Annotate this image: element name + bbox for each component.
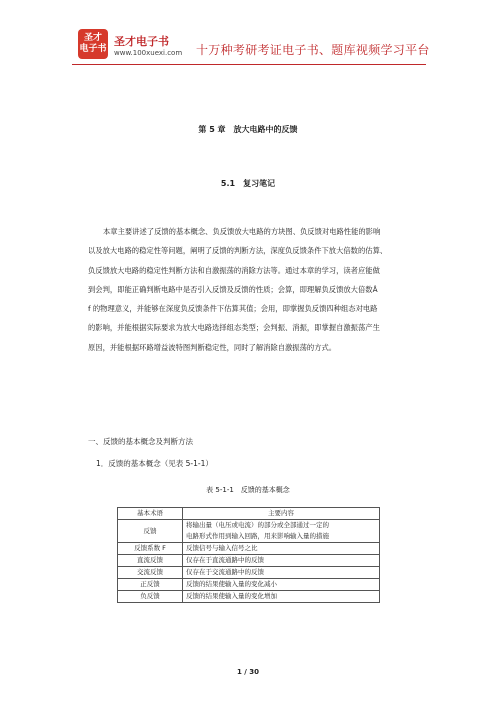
body-line: 的影响，并能根据实际要求为放大电路选择组态类型；会判振、消振，即掌握自激振荡产生	[88, 323, 380, 333]
section-title: 5.1 复习笔记	[220, 179, 276, 188]
heading-level-2: 1．反馈的基本概念（见表 5-1-1）	[96, 459, 213, 468]
table-term-cell: 反馈	[118, 520, 183, 543]
chapter-title: 第 5 章 放大电路中的反馈	[198, 125, 298, 134]
table-term-cell: 负反馈	[118, 591, 183, 603]
table-content-line: 电路形式作用到输入回路，用来影响输入量的措施	[186, 532, 329, 540]
table-header-row	[118, 508, 380, 520]
logo-bottom-text: 电子书	[79, 44, 107, 54]
concept-table	[117, 507, 380, 603]
page-number: 1 / 30	[236, 668, 260, 676]
table-header-cell: 基本术语	[118, 508, 183, 520]
body-line: 本章主要讲述了反馈的基本概念、负反馈放大电路的方块图、负反馈对电路性能的影响	[103, 227, 381, 236]
table-row	[118, 591, 380, 603]
table-header-cell: 主要内容	[183, 508, 380, 520]
logo-icon[interactable]	[78, 29, 108, 59]
table-term-cell: 反馈系数 F	[118, 543, 183, 555]
table-content-cell: 反馈的结果使输入量的变化增加	[183, 591, 380, 603]
body-line: 以及放大电路的稳定性等问题，阐明了反馈的判断方法，深度负反馈条件下放大倍数的估算、	[88, 246, 388, 256]
table-row	[118, 567, 380, 579]
table-term-cell: 交流反馈	[118, 567, 183, 579]
logo-top-text: 圣才	[83, 33, 102, 43]
table-content-cell: 仅存在于交流通路中的反馈	[183, 567, 380, 579]
body-line: 负反馈放大电路的稳定性判断方法和自激振荡的消除方法等。通过本章的学习，读者应能做	[88, 265, 380, 275]
body-line: 到会判，即能正确判断电路中是否引入反馈及反馈的性质；会算，即理解负反馈放大倍数Å	[88, 284, 378, 294]
table-row	[118, 520, 380, 543]
brand-name[interactable]: 圣才电子书	[114, 35, 169, 48]
body-line: f 的物理意义，并能够在深度负反馈条件下估算其值；会用，即掌握负反馈四种组态对电路	[88, 304, 378, 314]
brand-url[interactable]: www.100xuexi.com	[114, 49, 183, 57]
table-content-cell	[183, 520, 380, 543]
header-divider	[72, 64, 426, 65]
table-row	[118, 579, 380, 591]
table-term-cell: 直流反馈	[118, 555, 183, 567]
body-line: 原因，并能根据环路增益波特图判断稳定性，同时了解消除自激振荡的方式。	[88, 342, 337, 352]
table-caption: 表 5-1-1 反馈的基本概念	[206, 486, 290, 494]
table-row	[118, 555, 380, 567]
table-content-cell: 仅存在于直流通路中的反馈	[183, 555, 380, 567]
heading-level-1: 一、反馈的基本概念及判断方法	[88, 437, 193, 446]
table-content-line: 将输出量（电压或电流）的部分或全部通过一定的	[186, 521, 329, 529]
body-paragraph	[88, 222, 409, 357]
header-slogan: 十万种考研考证电子书、题库视频学习平台	[196, 43, 430, 57]
table-content-cell: 反馈信号与输入信号之比	[183, 543, 380, 555]
table-row	[118, 543, 380, 555]
table-term-cell: 正反馈	[118, 579, 183, 591]
page-header	[0, 0, 496, 70]
table-content-cell: 反馈的结果使输入量的变化减小	[183, 579, 380, 591]
